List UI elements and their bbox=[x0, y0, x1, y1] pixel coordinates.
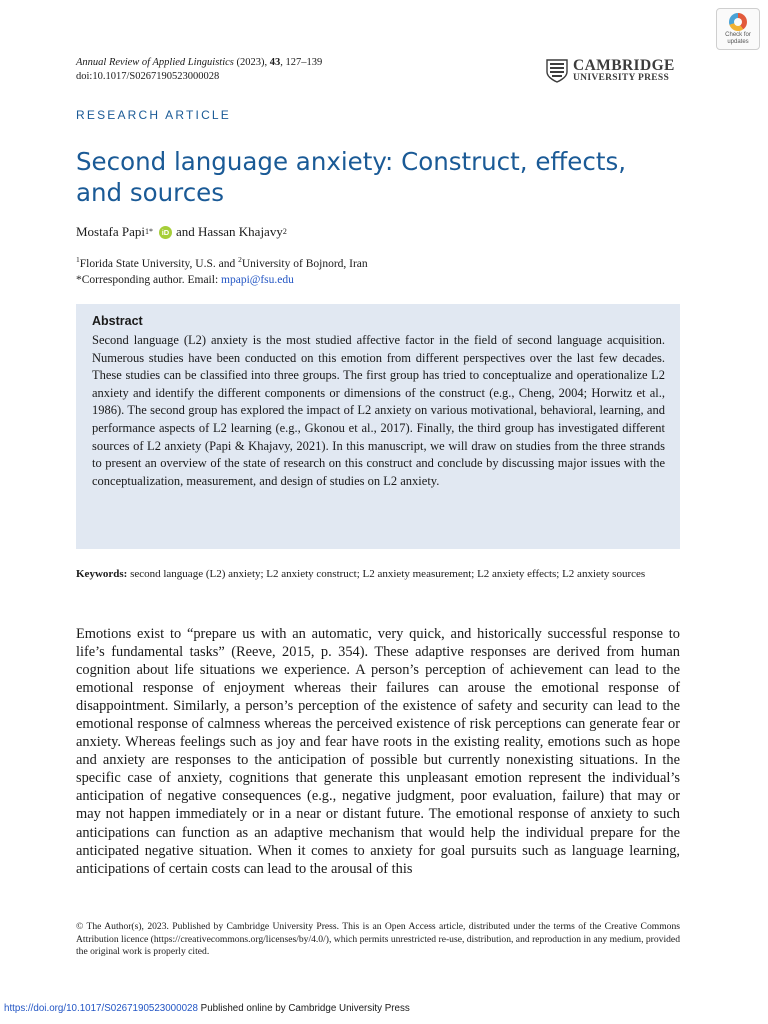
affiliation-2: University of Bojnord, Iran bbox=[241, 257, 368, 270]
copyright-notice: © The Author(s), 2023. Published by Cambridge University Press. This is an Open Access article, distributed under the terms of the Creative Commons Attribution licence (https://creativecommons.org/licenses/by/4.0/), which permits unrestricted re-use, distribution, and reproduction in any medium, provided the original work is properly cited. bbox=[76, 921, 680, 957]
journal-reference bbox=[76, 56, 322, 84]
journal-pages: , 127–139 bbox=[280, 57, 323, 68]
article-title: Second language anxiety: Construct, effects, and sources bbox=[76, 147, 626, 207]
publisher-subname: UNIVERSITY PRESS bbox=[573, 73, 670, 83]
abstract-text: Second language (L2) anxiety is the most studied affective factor in the field of second language acquisition. Numerous studies have been conducted on this emotion from different perspectives over the last few decades. These studies can be classified into three groups. The first group has tried to conceptualize and operationalize L2 anxiety and identify the different components or dimensions of the construct (e.g., Cheng, 2004; Horwitz et al., 1986). The second group has explored the impact of L2 anxiety on various motivational, behavioral, learning, and performance aspects of L2 learning (e.g., Gkonou et al., 2017). Finally, the third group has investigated different sources of L2 anxiety (Papi & Khajavy, 2021). In this manuscript, we will draw on studies from the three strands to present an overview of the state of research on this construct and conclude by discussing major issues with the conceptualization, measurement, and design of studies on L2 anxiety. bbox=[92, 333, 665, 488]
body-paragraph: Emotions exist to “prepare us with an automatic, very quick, and historically successful response to life’s fundamental tasks” (Reeve, 2015, p. 354). These adaptive responses are derived from human cognition about life situations we experience. A person’s perception of achievement can lead to the emotional response of enjoyment whereas their failures can arouse the emotional response of disappointment. Similarly, a person’s perception of the existence of safety and security can lead to the emotional response of calmness whereas the perceived existence of risk perceptions can generate fear or anxiety. Whereas feelings such as joy and fear have roots in the existing reality, emotions such as hope and anxiety are responses to the anticipation of possible but currently nonexisting situations. In the specific case of anxiety, cognitions that generate this unpleasant emotion represent the individual’s anticipation of negative consequences (e.g., negative judgment, poor evaluation, failure) that may or may not happen immediately or in a near or distant future. The emotional response of anxiety to such anticipations can function as an adaptive mechanism that would help the individual prepare for the anticipated negative situation. When it comes to anxiety for goal pursuits such as language learning, anticipations of certain costs can lead to the arousal of this bbox=[76, 626, 680, 877]
footer-doi-link[interactable]: https://doi.org/10.1017/S0267190523000028 bbox=[4, 1003, 198, 1014]
corresponding-email-link[interactable]: mpapi@fsu.edu bbox=[221, 273, 294, 286]
affiliations bbox=[76, 252, 368, 288]
affiliation-1: Florida State University, U.S. and bbox=[79, 257, 239, 270]
journal-year: (2023), bbox=[233, 57, 270, 68]
check-for-updates-badge[interactable] bbox=[716, 8, 760, 50]
article-type: RESEARCH ARTICLE bbox=[76, 108, 232, 122]
author-1[interactable]: Mostafa Papi bbox=[76, 224, 145, 239]
orcid-icon[interactable]: iD bbox=[159, 226, 172, 239]
journal-doi: doi:10.1017/S0267190523000028 bbox=[76, 71, 220, 82]
check-updates-label: Check for updates bbox=[725, 32, 751, 45]
publisher-name: CAMBRIDGE bbox=[573, 57, 675, 74]
author-list bbox=[76, 224, 287, 240]
publisher-logo bbox=[546, 58, 686, 84]
page-footer bbox=[0, 1003, 768, 1014]
keywords bbox=[76, 567, 680, 582]
author-1-mark: 1* bbox=[144, 227, 153, 236]
update-check-icon bbox=[729, 13, 747, 31]
corresponding-author-label: *Corresponding author. Email: bbox=[76, 273, 222, 286]
author-2-mark: 2 bbox=[282, 227, 287, 236]
affil-mark-2: 2 bbox=[238, 255, 242, 264]
cambridge-crest-icon bbox=[546, 59, 568, 83]
author-2[interactable]: and Hassan Khajavy bbox=[175, 224, 283, 239]
journal-volume: 43 bbox=[269, 57, 281, 68]
keywords-text: second language (L2) anxiety; L2 anxiety construct; L2 anxiety measurement; L2 anxiety effects; L2 anxiety sources bbox=[127, 568, 646, 580]
footer-published: Published online by Cambridge University Press bbox=[197, 1003, 410, 1014]
keywords-label: Keywords: bbox=[76, 568, 128, 580]
journal-name: Annual Review of Applied Linguistics bbox=[76, 57, 234, 68]
abstract-heading: Abstract bbox=[92, 314, 143, 328]
abstract-box bbox=[76, 304, 680, 549]
affil-mark-1: 1 bbox=[76, 255, 80, 264]
